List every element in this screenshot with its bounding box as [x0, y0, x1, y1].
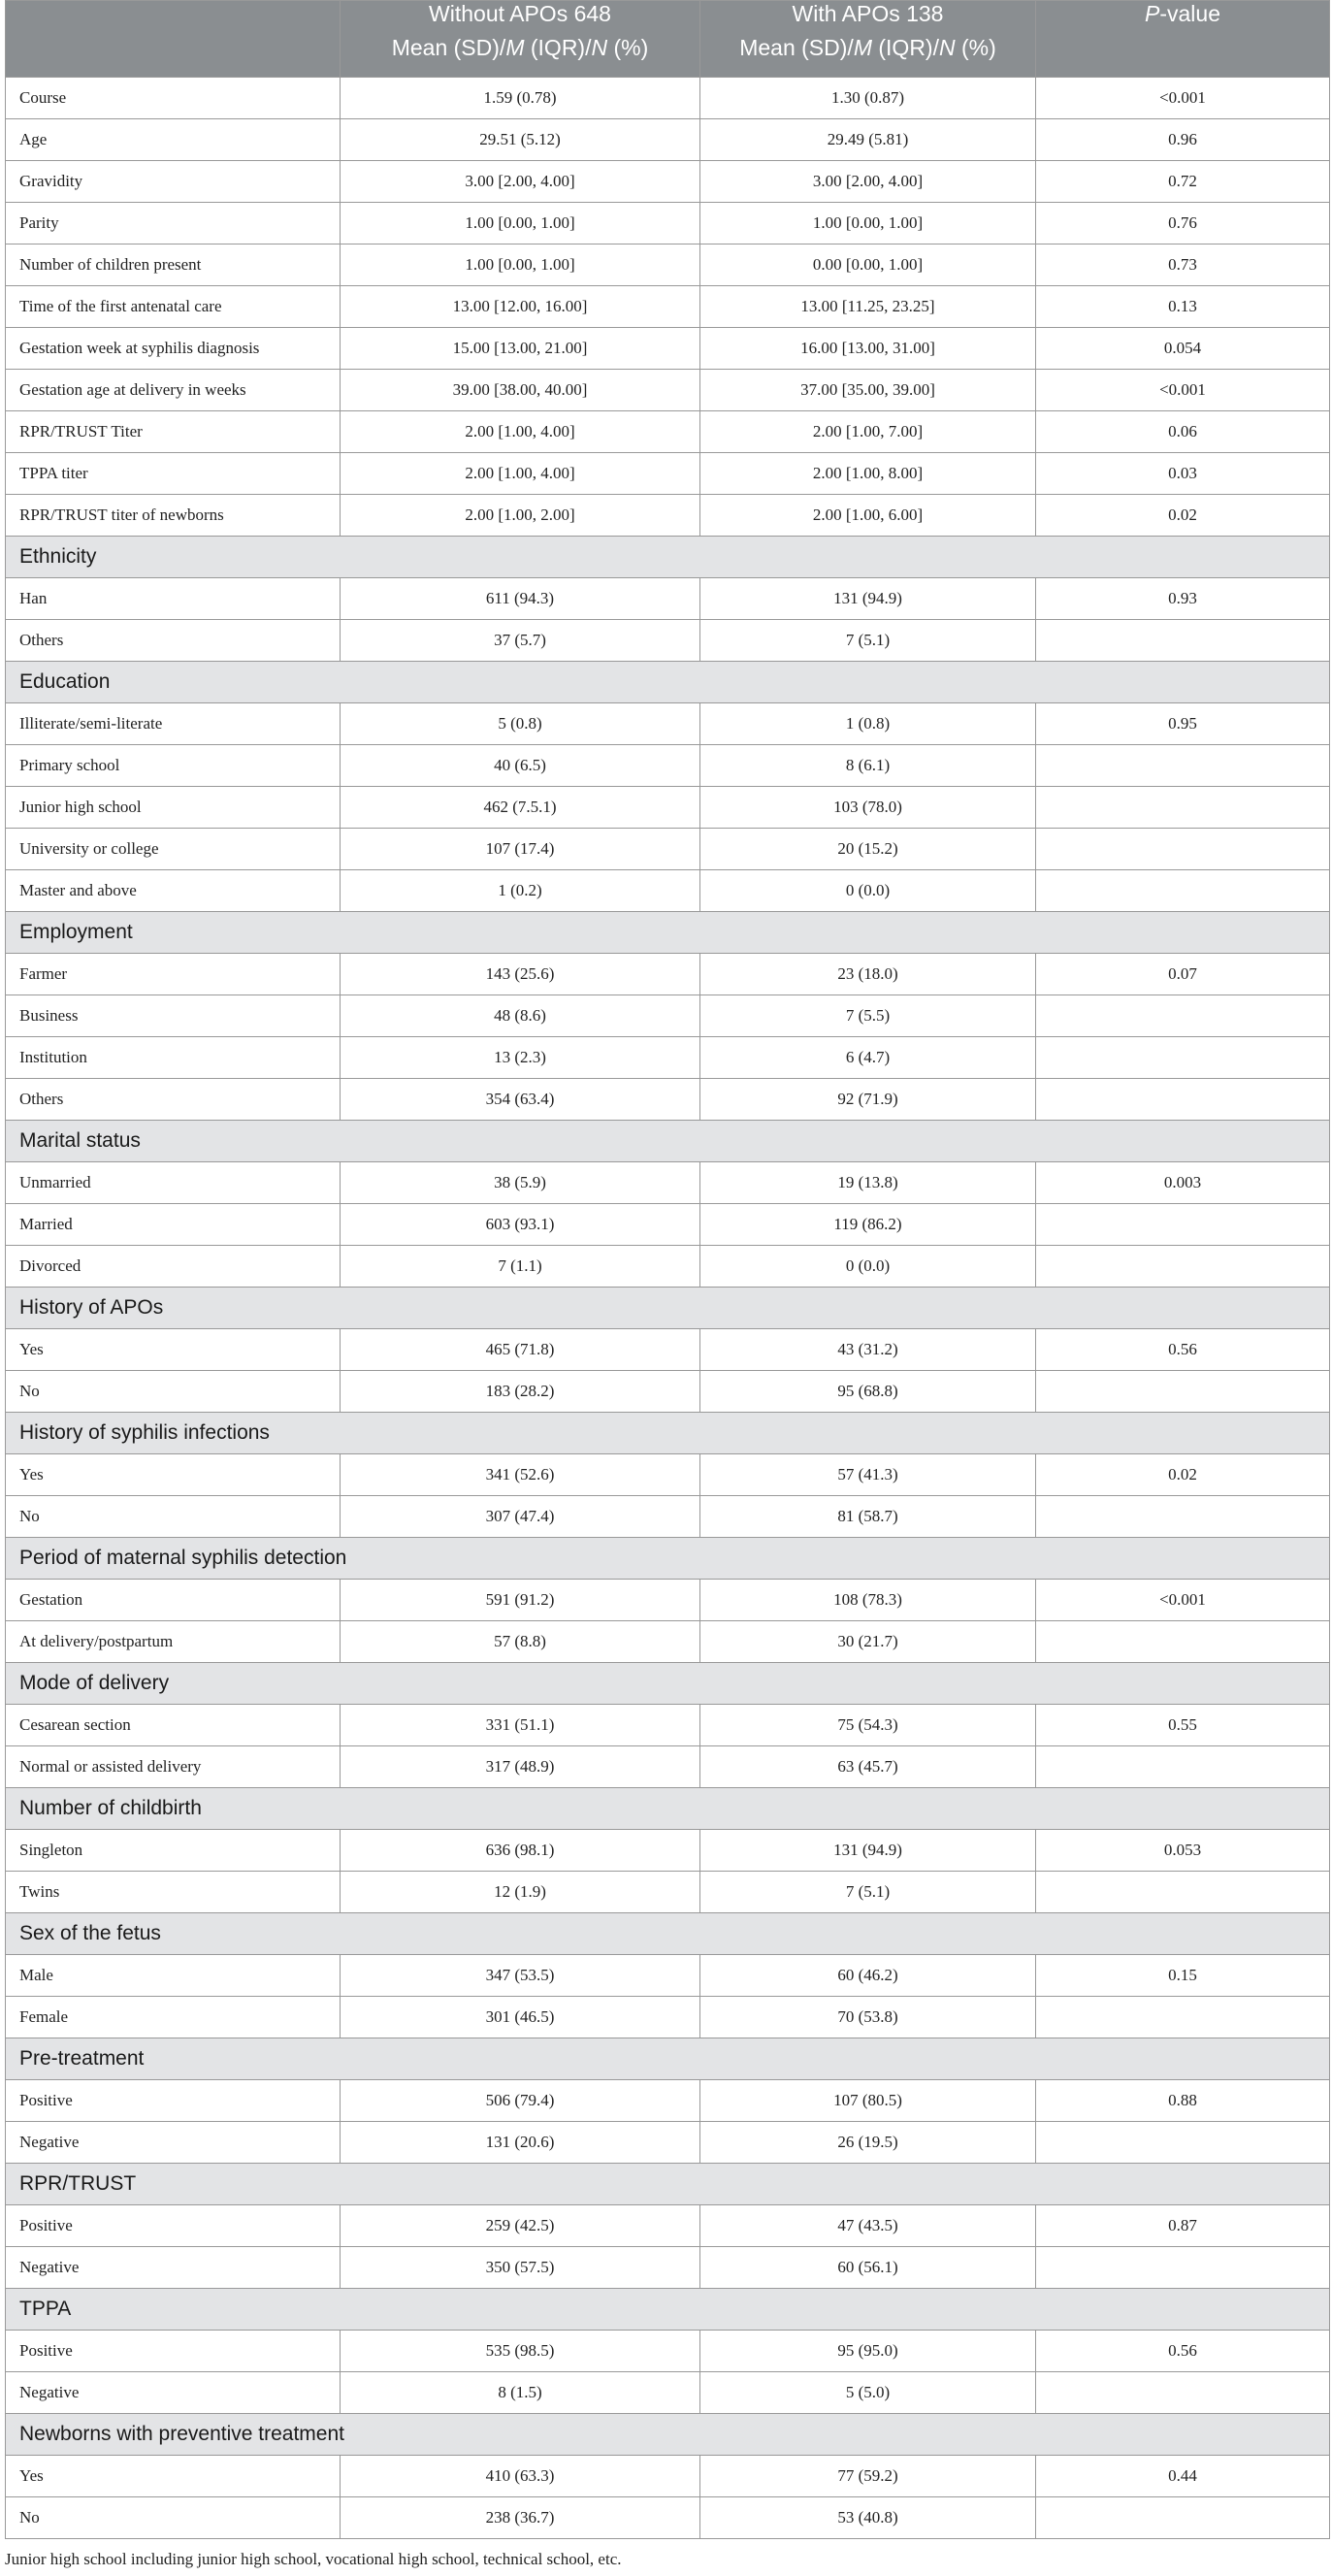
cell-p-value: 0.87 [1036, 2205, 1330, 2247]
row-label: Negative [6, 2372, 341, 2414]
cell-without-apos: 535 (98.5) [341, 2331, 700, 2372]
cell-without-apos: 341 (52.6) [341, 1454, 700, 1496]
table-header-row [6, 1, 1330, 78]
header-with-apos-sub [714, 35, 1022, 61]
cell-p-value [1036, 2372, 1330, 2414]
section-label: Period of maternal syphilis detection [6, 1538, 1330, 1580]
table-row [6, 245, 1330, 286]
table-footnote: Junior high school including junior high school, vocational high school, technical school, etc. [5, 2550, 622, 2568]
cell-without-apos: 107 (17.4) [341, 829, 700, 870]
cell-without-apos: 2.00 [1.00, 4.00] [341, 453, 700, 495]
row-label: Course [6, 78, 341, 119]
cell-without-apos: 2.00 [1.00, 2.00] [341, 495, 700, 537]
cell-with-apos: 63 (45.7) [700, 1746, 1036, 1788]
cell-with-apos: 75 (54.3) [700, 1705, 1036, 1746]
cell-p-value: 0.73 [1036, 245, 1330, 286]
cell-with-apos: 7 (5.1) [700, 1872, 1036, 1913]
cell-without-apos: 259 (42.5) [341, 2205, 700, 2247]
cell-without-apos: 57 (8.8) [341, 1621, 700, 1663]
row-label: At delivery/postpartum [6, 1621, 341, 1663]
cell-p-value: 0.02 [1036, 495, 1330, 537]
table-row [6, 286, 1330, 328]
cell-without-apos: 3.00 [2.00, 4.00] [341, 161, 700, 203]
row-label: Male [6, 1955, 341, 1997]
table-row [6, 2205, 1330, 2247]
table-row [6, 78, 1330, 119]
row-label: Time of the first antenatal care [6, 286, 341, 328]
table-row [6, 119, 1330, 161]
cell-with-apos: 60 (56.1) [700, 2247, 1036, 2289]
cell-without-apos: 317 (48.9) [341, 1746, 700, 1788]
cell-with-apos: 3.00 [2.00, 4.00] [700, 161, 1036, 203]
cell-with-apos: 0 (0.0) [700, 1246, 1036, 1288]
cell-p-value: 0.03 [1036, 453, 1330, 495]
cell-p-value: 0.56 [1036, 1329, 1330, 1371]
cell-p-value [1036, 787, 1330, 829]
cell-without-apos: 13 (2.3) [341, 1037, 700, 1079]
row-label: Negative [6, 2247, 341, 2289]
table-row [6, 2080, 1330, 2122]
cell-with-apos: 29.49 (5.81) [700, 119, 1036, 161]
table-row [6, 1204, 1330, 1246]
table-row [6, 745, 1330, 787]
cell-without-apos: 1 (0.2) [341, 870, 700, 912]
row-label: TPPA titer [6, 453, 341, 495]
cell-with-apos: 30 (21.7) [700, 1621, 1036, 1663]
section-label: Number of childbirth [6, 1788, 1330, 1830]
row-label: Positive [6, 2331, 341, 2372]
cell-without-apos: 143 (25.6) [341, 954, 700, 995]
cell-without-apos: 15.00 [13.00, 21.00] [341, 328, 700, 370]
table-row [6, 1246, 1330, 1288]
row-label: Singleton [6, 1830, 341, 1872]
cell-p-value [1036, 1496, 1330, 1538]
cell-p-value: 0.054 [1036, 328, 1330, 370]
cell-with-apos: 47 (43.5) [700, 2205, 1036, 2247]
cell-p-value [1036, 995, 1330, 1037]
row-label: No [6, 1496, 341, 1538]
cell-without-apos: 506 (79.4) [341, 2080, 700, 2122]
section-row [6, 537, 1330, 578]
section-row [6, 1788, 1330, 1830]
row-label: Negative [6, 2122, 341, 2164]
section-label: TPPA [6, 2289, 1330, 2331]
cell-with-apos: 5 (5.0) [700, 2372, 1036, 2414]
cell-with-apos: 1 (0.8) [700, 703, 1036, 745]
cell-with-apos: 77 (59.2) [700, 2456, 1036, 2497]
table-row [6, 1580, 1330, 1621]
table-row [6, 370, 1330, 411]
table-row [6, 1079, 1330, 1121]
table-row [6, 1872, 1330, 1913]
cell-p-value: 0.15 [1036, 1955, 1330, 1997]
cell-without-apos: 7 (1.1) [341, 1246, 700, 1288]
cell-with-apos: 20 (15.2) [700, 829, 1036, 870]
cell-without-apos: 5 (0.8) [341, 703, 700, 745]
sub-iqr: (IQR)/ [871, 35, 939, 60]
cell-without-apos: 350 (57.5) [341, 2247, 700, 2289]
section-label: Ethnicity [6, 537, 1330, 578]
row-label: Cesarean section [6, 1705, 341, 1746]
cell-p-value: 0.93 [1036, 578, 1330, 620]
table-row [6, 1997, 1330, 2038]
cell-without-apos: 238 (36.7) [341, 2497, 700, 2539]
cell-with-apos: 43 (31.2) [700, 1329, 1036, 1371]
table-row [6, 328, 1330, 370]
cell-without-apos: 354 (63.4) [341, 1079, 700, 1121]
row-label: Gestation [6, 1580, 341, 1621]
cell-with-apos: 2.00 [1.00, 6.00] [700, 495, 1036, 537]
row-label: Others [6, 1079, 341, 1121]
row-label: Yes [6, 1329, 341, 1371]
cell-p-value: 0.06 [1036, 411, 1330, 453]
cell-without-apos: 2.00 [1.00, 4.00] [341, 411, 700, 453]
header-p: P [1145, 1, 1160, 26]
cell-p-value [1036, 620, 1330, 662]
cell-with-apos: 8 (6.1) [700, 745, 1036, 787]
section-row [6, 1288, 1330, 1329]
table-row [6, 2247, 1330, 2289]
section-label: Mode of delivery [6, 1663, 1330, 1705]
row-label: Age [6, 119, 341, 161]
cell-without-apos: 29.51 (5.12) [341, 119, 700, 161]
cell-without-apos: 1.00 [0.00, 1.00] [341, 245, 700, 286]
row-label: Divorced [6, 1246, 341, 1288]
cell-with-apos: 57 (41.3) [700, 1454, 1036, 1496]
sub-m: M [505, 35, 525, 60]
cell-without-apos: 301 (46.5) [341, 1997, 700, 2038]
table-row [6, 453, 1330, 495]
cell-without-apos: 40 (6.5) [341, 745, 700, 787]
row-label: Yes [6, 1454, 341, 1496]
cell-p-value [1036, 2497, 1330, 2539]
cell-p-value: <0.001 [1036, 370, 1330, 411]
cell-without-apos: 1.00 [0.00, 1.00] [341, 203, 700, 245]
section-label: Marital status [6, 1121, 1330, 1162]
cell-p-value [1036, 1371, 1330, 1413]
section-row [6, 2038, 1330, 2080]
table-row [6, 495, 1330, 537]
section-row [6, 912, 1330, 954]
cell-p-value [1036, 745, 1330, 787]
sub-iqr: (IQR)/ [524, 35, 592, 60]
section-label: Sex of the fetus [6, 1913, 1330, 1955]
section-label: History of APOs [6, 1288, 1330, 1329]
table-row [6, 829, 1330, 870]
header-with-apos [700, 1, 1036, 78]
cell-without-apos: 462 (7.5.1) [341, 787, 700, 829]
cell-without-apos: 48 (8.6) [341, 995, 700, 1037]
cell-without-apos: 465 (71.8) [341, 1329, 700, 1371]
sub-m: M [853, 35, 872, 60]
cell-with-apos: 7 (5.5) [700, 995, 1036, 1037]
cell-p-value [1036, 1621, 1330, 1663]
cell-without-apos: 591 (91.2) [341, 1580, 700, 1621]
cell-p-value [1036, 829, 1330, 870]
cell-without-apos: 347 (53.5) [341, 1955, 700, 1997]
table-row [6, 1621, 1330, 1663]
row-label: RPR/TRUST Titer [6, 411, 341, 453]
cell-p-value: 0.56 [1036, 2331, 1330, 2372]
cell-without-apos: 331 (51.1) [341, 1705, 700, 1746]
cell-without-apos: 13.00 [12.00, 16.00] [341, 286, 700, 328]
cell-p-value [1036, 1204, 1330, 1246]
row-label: Institution [6, 1037, 341, 1079]
table-row [6, 578, 1330, 620]
cell-p-value: 0.55 [1036, 1705, 1330, 1746]
cell-p-value: 0.76 [1036, 203, 1330, 245]
cell-p-value [1036, 2122, 1330, 2164]
cell-p-value: 0.053 [1036, 1830, 1330, 1872]
table-row [6, 703, 1330, 745]
sub-n: N [591, 35, 608, 60]
table-row [6, 2122, 1330, 2164]
header-with-apos-title: With APOs 138 [792, 1, 944, 26]
row-label: Master and above [6, 870, 341, 912]
cell-p-value: <0.001 [1036, 1580, 1330, 1621]
cell-p-value [1036, 1997, 1330, 2038]
row-label: Business [6, 995, 341, 1037]
table-row [6, 954, 1330, 995]
cell-with-apos: 108 (78.3) [700, 1580, 1036, 1621]
table-row [6, 1830, 1330, 1872]
cell-p-value [1036, 1746, 1330, 1788]
cell-with-apos: 37.00 [35.00, 39.00] [700, 370, 1036, 411]
cell-with-apos: 19 (13.8) [700, 1162, 1036, 1204]
section-row [6, 1913, 1330, 1955]
section-row [6, 1121, 1330, 1162]
cell-p-value [1036, 1079, 1330, 1121]
cell-with-apos: 131 (94.9) [700, 1830, 1036, 1872]
row-label: Normal or assisted delivery [6, 1746, 341, 1788]
sub-mean: Mean (SD)/ [739, 35, 854, 60]
row-label: Positive [6, 2205, 341, 2247]
cell-without-apos: 12 (1.9) [341, 1872, 700, 1913]
row-label: No [6, 1371, 341, 1413]
row-label: University or college [6, 829, 341, 870]
row-label: Married [6, 1204, 341, 1246]
table-row [6, 1496, 1330, 1538]
row-label: Han [6, 578, 341, 620]
cell-with-apos: 95 (68.8) [700, 1371, 1036, 1413]
cell-with-apos: 103 (78.0) [700, 787, 1036, 829]
cell-with-apos: 1.00 [0.00, 1.00] [700, 203, 1036, 245]
cell-p-value [1036, 870, 1330, 912]
section-row [6, 2164, 1330, 2205]
table-row [6, 1454, 1330, 1496]
cell-without-apos: 38 (5.9) [341, 1162, 700, 1204]
cell-p-value: 0.72 [1036, 161, 1330, 203]
cell-with-apos: 16.00 [13.00, 31.00] [700, 328, 1036, 370]
table-row [6, 2456, 1330, 2497]
row-label: Primary school [6, 745, 341, 787]
row-label: Illiterate/semi-literate [6, 703, 341, 745]
cell-with-apos: 0.00 [0.00, 1.00] [700, 245, 1036, 286]
section-label: Employment [6, 912, 1330, 954]
table-row [6, 411, 1330, 453]
table-body [6, 78, 1330, 2539]
cell-with-apos: 7 (5.1) [700, 620, 1036, 662]
table-row [6, 1371, 1330, 1413]
cell-with-apos: 81 (58.7) [700, 1496, 1036, 1538]
cell-without-apos: 307 (47.4) [341, 1496, 700, 1538]
table-row [6, 1746, 1330, 1788]
cell-with-apos: 107 (80.5) [700, 2080, 1036, 2122]
cell-with-apos: 2.00 [1.00, 8.00] [700, 453, 1036, 495]
section-row [6, 1538, 1330, 1580]
cell-without-apos: 37 (5.7) [341, 620, 700, 662]
cell-with-apos: 26 (19.5) [700, 2122, 1036, 2164]
section-label: RPR/TRUST [6, 2164, 1330, 2205]
cell-with-apos: 2.00 [1.00, 7.00] [700, 411, 1036, 453]
row-label: RPR/TRUST titer of newborns [6, 495, 341, 537]
row-label: Twins [6, 1872, 341, 1913]
row-label: Yes [6, 2456, 341, 2497]
cell-p-value: 0.95 [1036, 703, 1330, 745]
section-label: Newborns with preventive treatment [6, 2414, 1330, 2456]
section-label: Pre-treatment [6, 2038, 1330, 2080]
header-variable [6, 1, 341, 78]
cell-p-value: 0.88 [1036, 2080, 1330, 2122]
section-row [6, 2414, 1330, 2456]
sub-mean: Mean (SD)/ [391, 35, 506, 60]
section-label: Education [6, 662, 1330, 703]
cell-p-value: 0.02 [1036, 1454, 1330, 1496]
row-label: Others [6, 620, 341, 662]
table-row [6, 1955, 1330, 1997]
cell-without-apos: 410 (63.3) [341, 2456, 700, 2497]
table-row [6, 620, 1330, 662]
cell-without-apos: 39.00 [38.00, 40.00] [341, 370, 700, 411]
cell-without-apos: 603 (93.1) [341, 1204, 700, 1246]
row-label: Gestation age at delivery in weeks [6, 370, 341, 411]
cell-with-apos: 13.00 [11.25, 23.25] [700, 286, 1036, 328]
cell-p-value: 0.07 [1036, 954, 1330, 995]
cell-without-apos: 8 (1.5) [341, 2372, 700, 2414]
row-label: Junior high school [6, 787, 341, 829]
cell-with-apos: 95 (95.0) [700, 2331, 1036, 2372]
row-label: No [6, 2497, 341, 2539]
header-without-apos-sub [354, 35, 686, 61]
row-label: Positive [6, 2080, 341, 2122]
table-row [6, 1329, 1330, 1371]
header-p-rest: -value [1159, 1, 1220, 26]
cell-with-apos: 23 (18.0) [700, 954, 1036, 995]
sub-pct: (%) [955, 35, 996, 60]
cell-p-value: <0.001 [1036, 78, 1330, 119]
cell-with-apos: 131 (94.9) [700, 578, 1036, 620]
cell-with-apos: 53 (40.8) [700, 2497, 1036, 2539]
table-row [6, 787, 1330, 829]
section-row [6, 1413, 1330, 1454]
table-row [6, 203, 1330, 245]
header-without-apos [341, 1, 700, 78]
table-row [6, 995, 1330, 1037]
cell-without-apos: 131 (20.6) [341, 2122, 700, 2164]
row-label: Female [6, 1997, 341, 2038]
cell-without-apos: 1.59 (0.78) [341, 78, 700, 119]
table-row [6, 2372, 1330, 2414]
section-row [6, 662, 1330, 703]
table-row [6, 870, 1330, 912]
cell-with-apos: 6 (4.7) [700, 1037, 1036, 1079]
row-label: Farmer [6, 954, 341, 995]
cell-p-value: 0.13 [1036, 286, 1330, 328]
row-label: Number of children present [6, 245, 341, 286]
cell-with-apos: 92 (71.9) [700, 1079, 1036, 1121]
section-row [6, 2289, 1330, 2331]
cell-p-value [1036, 1037, 1330, 1079]
cell-without-apos: 611 (94.3) [341, 578, 700, 620]
cell-p-value: 0.003 [1036, 1162, 1330, 1204]
cell-p-value [1036, 2247, 1330, 2289]
cell-without-apos: 636 (98.1) [341, 1830, 700, 1872]
header-without-apos-title: Without APOs 648 [429, 1, 611, 26]
table-row [6, 1705, 1330, 1746]
header-p-value [1036, 1, 1330, 78]
row-label: Gravidity [6, 161, 341, 203]
cell-with-apos: 0 (0.0) [700, 870, 1036, 912]
sub-pct: (%) [607, 35, 649, 60]
table-row [6, 2331, 1330, 2372]
cell-p-value: 0.44 [1036, 2456, 1330, 2497]
table-row [6, 161, 1330, 203]
section-row [6, 1663, 1330, 1705]
row-label: Parity [6, 203, 341, 245]
cell-with-apos: 70 (53.8) [700, 1997, 1036, 2038]
table-row [6, 1162, 1330, 1204]
table-row [6, 1037, 1330, 1079]
cell-p-value [1036, 1246, 1330, 1288]
cell-with-apos: 119 (86.2) [700, 1204, 1036, 1246]
sub-n: N [938, 35, 956, 60]
data-table [5, 0, 1330, 2539]
table-row [6, 2497, 1330, 2539]
cell-with-apos: 60 (46.2) [700, 1955, 1036, 1997]
row-label: Gestation week at syphilis diagnosis [6, 328, 341, 370]
cell-without-apos: 183 (28.2) [341, 1371, 700, 1413]
cell-p-value [1036, 1872, 1330, 1913]
section-label: History of syphilis infections [6, 1413, 1330, 1454]
cell-with-apos: 1.30 (0.87) [700, 78, 1036, 119]
row-label: Unmarried [6, 1162, 341, 1204]
cell-p-value: 0.96 [1036, 119, 1330, 161]
